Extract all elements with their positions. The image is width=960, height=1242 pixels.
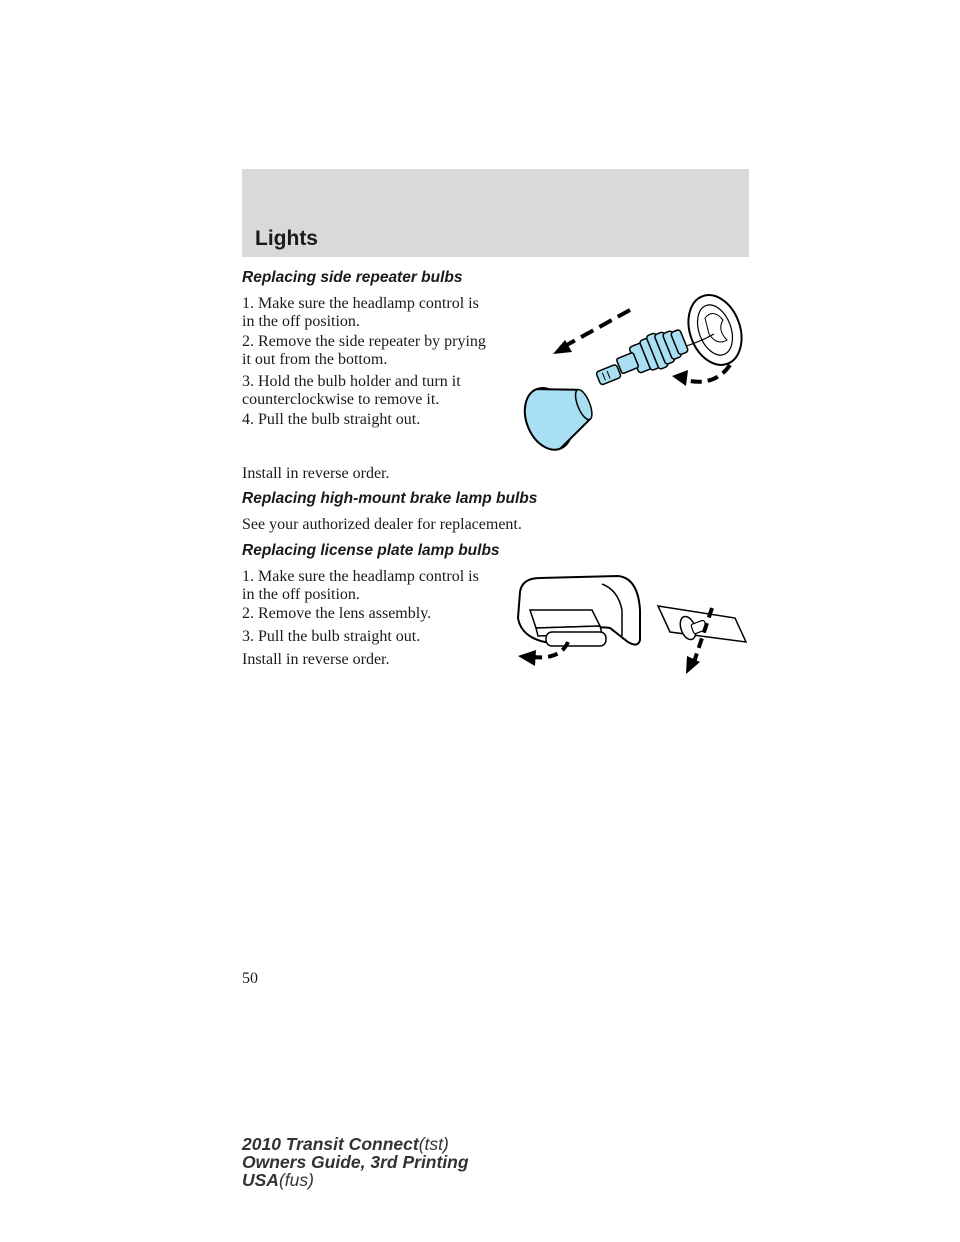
step-1-license-plate: 1. Make sure the headlamp control is in the off position. (242, 568, 479, 603)
heading-license-plate: Replacing license plate lamp bulbs (242, 542, 500, 559)
body-high-mount-brake: See your authorized dealer for replacement. (242, 516, 522, 533)
side-repeater-illustration (520, 290, 750, 455)
footer-line-2: Owners Guide, 3rd Printing (242, 1152, 469, 1172)
footer-model: 2010 Transit Connect (242, 1134, 419, 1154)
footer-line-3 (242, 1171, 469, 1189)
section-title: Lights (255, 227, 318, 250)
footer-region: USA (242, 1170, 279, 1190)
license-plate-lamp-illustration (510, 570, 750, 675)
step-1-side-repeater: 1. Make sure the headlamp control is in the off position. (242, 295, 479, 330)
page-number: 50 (242, 970, 258, 987)
heading-high-mount-brake: Replacing high-mount brake lamp bulbs (242, 490, 538, 507)
document-footer (242, 1135, 469, 1189)
section-header (242, 169, 749, 257)
footer-line-1 (242, 1135, 469, 1153)
step-3-license-plate: 3. Pull the bulb straight out. (242, 628, 421, 645)
step-3-side-repeater: 3. Hold the bulb holder and turn it counterclockwise to remove it. (242, 373, 461, 408)
footer-region-code: (fus) (278, 1170, 314, 1190)
closing-side-repeater: Install in reverse order. (242, 465, 390, 482)
footer-model-code: (tst) (418, 1134, 449, 1154)
heading-side-repeater: Replacing side repeater bulbs (242, 269, 463, 286)
closing-license-plate: Install in reverse order. (242, 651, 390, 668)
step-2-license-plate: 2. Remove the lens assembly. (242, 605, 432, 622)
step-2-side-repeater: 2. Remove the side repeater by prying it out from the bottom. (242, 333, 486, 368)
step-4-side-repeater: 4. Pull the bulb straight out. (242, 411, 421, 428)
